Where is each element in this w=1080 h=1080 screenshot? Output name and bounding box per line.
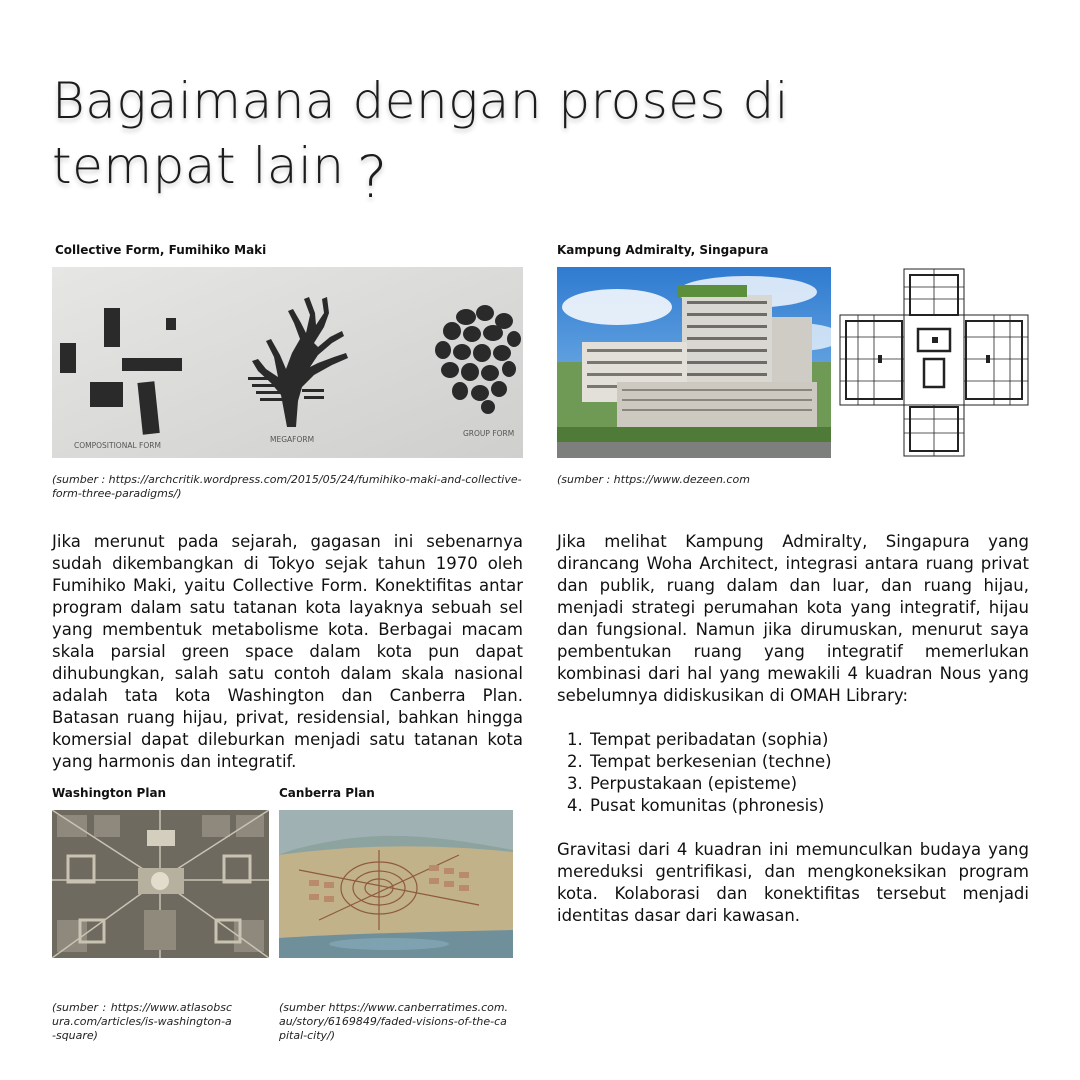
title-line-2: tempat lain <box>52 137 345 195</box>
kampung-admiralty-floor-plan <box>838 267 1030 458</box>
canberra-plan-label: Canberra Plan <box>279 786 375 800</box>
collective-form-diagram <box>52 267 523 458</box>
kampung-admiralty-photo <box>557 267 831 458</box>
left-paragraph: Jika merunut pada sejarah, gagasan ini sebenarnya sudah dikembangkan di Tokyo sejak tahun 1970 oleh Fumihiko Maki, yaitu Collective Form. Konektifitas antar program dalam satu tatanan kota layaknya sebuah sel yang membentuk metabolisme kota. Berbagai macam skala parsial green space dalam kota pun dapat dihubungkan, salah satu contoh dalam skala nasional adalah tata kota Washington dan Canberra Plan. Batasan ruang hijau, privat, residensial, bahkan hingga komersial dapat dileburkan menjadi satu tatanan kota yang harmonis dan integratif. <box>52 532 523 771</box>
kampung-admiralty-label: Kampung Admiralty, Singapura <box>557 243 769 257</box>
closing-paragraph: Gravitasi dari 4 kuadran ini memunculkan budaya yang mereduksi gentrifikasi, dan mengkoneksikan program kota. Kolaborasi dan konektifitas tersebut menjadi identitas dasar dari kawasan. <box>557 840 1029 925</box>
canberra-plan-caption: (sumber https://www.canberratimes.com.au/story/6169849/faded-visions-of-the-capital-city/) <box>279 1001 509 1042</box>
canberra-plan-image <box>279 810 513 958</box>
list-item: 4. Pusat komunitas (phronesis) <box>588 795 1048 817</box>
figure-label-megaform: MEGAFORM <box>270 435 315 444</box>
figure-label-compositional: COMPOSITIONAL FORM <box>74 441 161 450</box>
collective-form-caption: (sumber : https://archcritik.wordpress.com/2015/05/24/fumihiko-maki-and-collective-form-three-paradigms/) <box>52 473 522 500</box>
page-title <box>52 70 812 211</box>
washington-plan-label: Washington Plan <box>52 786 167 800</box>
washington-plan-image <box>52 810 269 958</box>
question-mark: ? <box>356 143 388 211</box>
kampung-admiralty-caption: (sumber : https://www.dezeen.com <box>557 473 750 486</box>
list-item: 2. Tempat berkesenian (techne) <box>588 751 1048 773</box>
right-paragraph: Jika melihat Kampung Admiralty, Singapura yang dirancang Woha Architect, integrasi antara ruang privat dan publik, ruang dalam dan luar, dan ruang hijau, menjadi strategi perumahan kota yang integratif, hijau dan fungsional. Namun jika dirumuskan, menurut saya pembentukan ruang yang integratif memerlukan kombinasi dari hal yang mewakili 4 kuadran Nous yang sebelumnya didiskusikan di OMAH Library: <box>557 532 1029 705</box>
nous-quadrant-list <box>570 729 1048 817</box>
title-line-1: Bagaimana dengan proses di <box>52 72 790 130</box>
list-item: 1. Tempat peribadatan (sophia) <box>588 729 1048 751</box>
figure-label-group: GROUP FORM <box>463 429 515 438</box>
collective-form-label: Collective Form, Fumihiko Maki <box>55 243 267 257</box>
washington-plan-caption: (sumber : https://www.atlasobscura.com/articles/is-washington-a-square) <box>52 1001 232 1042</box>
collective-form-image <box>52 267 523 458</box>
list-item: 3. Perpustakaan (episteme) <box>588 773 1048 795</box>
